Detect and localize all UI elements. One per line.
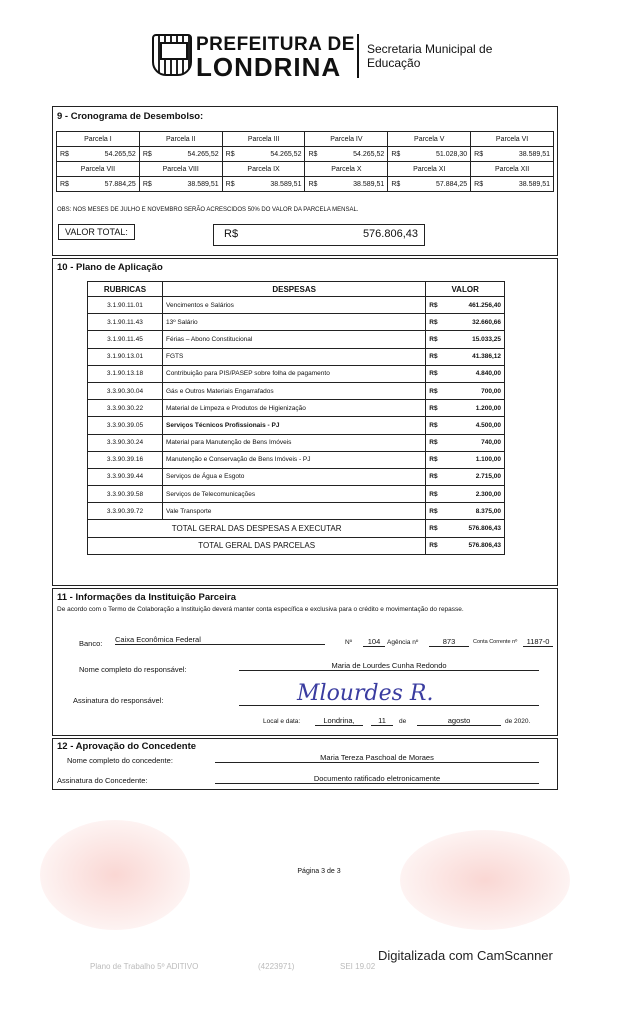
banco-label: Banco: bbox=[79, 639, 103, 648]
numero-label: Nº bbox=[345, 639, 353, 646]
valor-total-currency: R$ bbox=[224, 228, 239, 240]
conta-label: Conta Corrente nº bbox=[473, 639, 518, 645]
camscanner-watermark: Digitalizada com CamScanner bbox=[378, 948, 553, 963]
brand-line2: LONDRINA bbox=[196, 52, 342, 82]
despesa-desc: Serviços de Água e Esgoto bbox=[163, 468, 426, 485]
table-row bbox=[88, 503, 505, 520]
section-12-title: 12 - Aprovação do Concedente bbox=[57, 741, 197, 752]
concedente-assinatura-label: Assinatura do Concedente: bbox=[57, 776, 148, 785]
banco-value: Caixa Econômica Federal bbox=[115, 635, 325, 645]
rubrica-code: 3.1.90.11.43 bbox=[88, 314, 163, 331]
parcela-label: Parcela IX bbox=[222, 162, 305, 177]
parcela-label: Parcela V bbox=[388, 132, 471, 147]
parcela-label: Parcela XI bbox=[388, 162, 471, 177]
year-value: de 2020. bbox=[505, 718, 531, 725]
de-label: de bbox=[399, 718, 407, 725]
rubrica-code: 3.3.90.30.22 bbox=[88, 400, 163, 417]
responsavel-value: Maria de Lourdes Cunha Redondo bbox=[239, 661, 539, 671]
despesa-desc: 13º Salário bbox=[163, 314, 426, 331]
table-row bbox=[88, 348, 505, 365]
rubrica-code: 3.1.90.11.45 bbox=[88, 331, 163, 348]
total-parcelas-row: TOTAL GERAL DAS PARCELAS R$ 576.806,43 bbox=[88, 537, 505, 554]
rubrica-code: 3.3.90.39.05 bbox=[88, 417, 163, 434]
despesa-desc: Material de Limpeza e Produtos de Higienização bbox=[163, 400, 426, 417]
parcela-value: 38.589,51 bbox=[491, 177, 553, 192]
section-12-concedente bbox=[52, 738, 558, 790]
table-row bbox=[88, 400, 505, 417]
londrina-crest-icon bbox=[152, 34, 192, 76]
page-number: Página 3 de 3 bbox=[297, 868, 341, 875]
currency-label: R$ bbox=[426, 297, 445, 314]
table-row bbox=[88, 297, 505, 314]
despesa-value: 8.375,00 bbox=[444, 503, 504, 520]
currency-label: R$ bbox=[222, 177, 243, 192]
currency-label: R$ bbox=[426, 348, 445, 365]
table-row bbox=[88, 451, 505, 468]
parcela-value: 38.589,51 bbox=[325, 177, 387, 192]
despesa-value: 2.300,00 bbox=[444, 486, 504, 503]
table-row bbox=[88, 434, 505, 451]
footer-plan-title: Plano de Trabalho 5º ADITIVO bbox=[90, 962, 199, 971]
section-9-title: 9 - Cronograma de Desembolso: bbox=[57, 111, 204, 122]
despesa-desc: Material para Manutenção de Bens Imóveis bbox=[163, 434, 426, 451]
despesa-value: 461.256,40 bbox=[444, 297, 504, 314]
despesa-value: 4.840,00 bbox=[444, 365, 504, 382]
parcela-label: Parcela IV bbox=[305, 132, 388, 147]
plano-table bbox=[87, 281, 505, 555]
parcela-value: 38.589,51 bbox=[243, 177, 305, 192]
rubrica-code: 3.3.90.39.72 bbox=[88, 503, 163, 520]
obs-note: OBS: NOS MESES DE JULHO E NOVEMBRO SERÃO ACRESCIDOS 50% DO VALOR DA PARCELA MENSAL. bbox=[57, 207, 359, 213]
table-row bbox=[88, 314, 505, 331]
table-row bbox=[88, 417, 505, 434]
col-valor: VALOR bbox=[426, 282, 505, 297]
currency-label: R$ bbox=[426, 314, 445, 331]
local-label: Local e data: bbox=[263, 718, 301, 725]
currency-label: R$ bbox=[305, 177, 326, 192]
parcela-label: Parcela VII bbox=[57, 162, 140, 177]
parcela-value: 57.884,25 bbox=[77, 177, 139, 192]
assinatura-responsavel-label: Assinatura do responsável: bbox=[73, 696, 164, 705]
numero-value: 104 bbox=[363, 637, 385, 647]
scan-stain bbox=[40, 820, 190, 930]
valor-total-box bbox=[213, 224, 425, 246]
local-value: Londrina, bbox=[315, 716, 363, 726]
currency-label: R$ bbox=[426, 331, 445, 348]
table-row bbox=[88, 468, 505, 485]
despesa-value: 32.660,66 bbox=[444, 314, 504, 331]
rubrica-code: 3.1.90.13.18 bbox=[88, 365, 163, 382]
despesa-value: 15.033,25 bbox=[444, 331, 504, 348]
parcela-value: 54.265,52 bbox=[325, 147, 387, 162]
parcela-value: 38.589,51 bbox=[160, 177, 222, 192]
parcela-value: 54.265,52 bbox=[243, 147, 305, 162]
despesa-value: 4.500,00 bbox=[444, 417, 504, 434]
rubrica-code: 3.1.90.11.01 bbox=[88, 297, 163, 314]
despesa-value: 1.200,00 bbox=[444, 400, 504, 417]
parcela-value: 57.884,25 bbox=[408, 177, 470, 192]
despesa-desc: FGTS bbox=[163, 348, 426, 365]
currency-label: R$ bbox=[139, 147, 160, 162]
month-value: agosto bbox=[417, 716, 501, 726]
footer-sei: SEI 19.02 bbox=[340, 962, 376, 971]
section-10-plano bbox=[52, 258, 558, 586]
despesa-value: 1.100,00 bbox=[444, 451, 504, 468]
rubrica-code: 3.3.90.30.04 bbox=[88, 382, 163, 399]
section-10-title: 10 - Plano de Aplicação bbox=[57, 262, 163, 273]
parcela-value: 51.028,30 bbox=[408, 147, 470, 162]
currency-label: R$ bbox=[471, 147, 492, 162]
rubrica-code: 3.3.90.30.24 bbox=[88, 434, 163, 451]
parcela-label: Parcela III bbox=[222, 132, 305, 147]
parcela-value: 38.589,51 bbox=[491, 147, 553, 162]
despesa-value: 740,00 bbox=[444, 434, 504, 451]
currency-label: R$ bbox=[426, 486, 445, 503]
parcela-label: Parcela XII bbox=[471, 162, 554, 177]
despesa-desc: Serviços de Telecomunicações bbox=[163, 486, 426, 503]
currency-label: R$ bbox=[426, 468, 445, 485]
despesa-desc: Vale Transporte bbox=[163, 503, 426, 520]
despesa-value: 2.715,00 bbox=[444, 468, 504, 485]
table-row bbox=[88, 382, 505, 399]
valor-total-value: 576.806,43 bbox=[362, 228, 418, 240]
parcela-label: Parcela I bbox=[57, 132, 140, 147]
total-despesas-label: TOTAL GERAL DAS DESPESAS A EXECUTAR bbox=[88, 520, 426, 537]
currency-label: R$ bbox=[388, 147, 409, 162]
parcela-label: Parcela VIII bbox=[139, 162, 222, 177]
table-row bbox=[88, 331, 505, 348]
currency-label: R$ bbox=[426, 365, 445, 382]
despesa-desc: Férias – Abono Constitucional bbox=[163, 331, 426, 348]
currency-label: R$ bbox=[57, 147, 78, 162]
section-11-title: 11 - Informações da Instituição Parceira bbox=[57, 592, 236, 603]
currency-label: R$ bbox=[426, 503, 445, 520]
rubrica-code: 3.3.90.39.44 bbox=[88, 468, 163, 485]
currency-label: R$ bbox=[139, 177, 160, 192]
concedente-nome-label: Nome completo do concedente: bbox=[67, 756, 173, 765]
rubrica-code: 3.1.90.13.01 bbox=[88, 348, 163, 365]
responsavel-signature: Mlourdes R. bbox=[297, 681, 434, 706]
total-despesas-row: TOTAL GERAL DAS DESPESAS A EXECUTAR R$ 576.806,43 bbox=[88, 520, 505, 537]
despesa-desc: Manutenção e Conservação de Bens Imóveis - PJ bbox=[163, 451, 426, 468]
section-9-cronograma bbox=[52, 106, 558, 256]
parcela-label: Parcela II bbox=[139, 132, 222, 147]
total-parcelas-value: 576.806,43 bbox=[444, 537, 504, 554]
rubrica-code: 3.3.90.39.16 bbox=[88, 451, 163, 468]
currency-label: R$ bbox=[222, 147, 243, 162]
responsavel-label: Nome completo do responsável: bbox=[79, 665, 187, 674]
parcela-label: Parcela X bbox=[305, 162, 388, 177]
col-despesas: DESPESAS bbox=[163, 282, 426, 297]
parcela-value: 54.265,52 bbox=[77, 147, 139, 162]
section-11-intro: De acordo com o Termo de Colaboração a Instituição deverá manter conta específica e exclusiva para o crédito e movimentação do repasse. bbox=[57, 606, 464, 613]
currency-label: R$ bbox=[426, 382, 445, 399]
despesa-desc: Contribuição para PIS/PASEP sobre folha de pagamento bbox=[163, 365, 426, 382]
header-divider bbox=[357, 34, 359, 78]
conta-value: 1187-0 bbox=[523, 637, 553, 647]
currency-label: R$ bbox=[426, 400, 445, 417]
despesa-desc: Gás e Outros Materiais Engarrafados bbox=[163, 382, 426, 399]
concedente-nome-value: Maria Tereza Paschoal de Moraes bbox=[215, 753, 539, 763]
section-11-instituicao bbox=[52, 588, 558, 736]
agencia-label: Agência nº bbox=[387, 639, 419, 646]
table-row bbox=[88, 486, 505, 503]
despesa-desc: Vencimentos e Salários bbox=[163, 297, 426, 314]
currency-label: R$ bbox=[305, 147, 326, 162]
currency-label: R$ bbox=[426, 417, 445, 434]
currency-label: R$ bbox=[388, 177, 409, 192]
concedente-assinatura-value: Documento ratificado eletronicamente bbox=[215, 774, 539, 784]
rubrica-code: 3.3.90.39.58 bbox=[88, 486, 163, 503]
despesa-value: 700,00 bbox=[444, 382, 504, 399]
day-value: 11 bbox=[371, 716, 393, 726]
despesa-desc: Serviços Técnicos Profissionais - PJ bbox=[163, 417, 426, 434]
currency-label: R$ bbox=[426, 434, 445, 451]
cronograma-table bbox=[56, 131, 554, 192]
secretaria-name: Secretaria Municipal de Educação bbox=[367, 42, 493, 70]
total-parcelas-label: TOTAL GERAL DAS PARCELAS bbox=[88, 537, 426, 554]
agencia-value: 873 bbox=[429, 637, 469, 647]
table-row bbox=[88, 365, 505, 382]
parcela-value: 54.265,52 bbox=[160, 147, 222, 162]
currency-label: R$ bbox=[57, 177, 78, 192]
currency-label: R$ bbox=[471, 177, 492, 192]
total-despesas-value: 576.806,43 bbox=[444, 520, 504, 537]
despesa-value: 41.386,12 bbox=[444, 348, 504, 365]
parcela-label: Parcela VI bbox=[471, 132, 554, 147]
scan-stain bbox=[400, 830, 570, 930]
footer-code: (4223971) bbox=[258, 962, 295, 971]
valor-total-label: VALOR TOTAL: bbox=[58, 224, 135, 240]
brand-line1: PREFEITURA DE bbox=[196, 34, 355, 55]
currency-label: R$ bbox=[426, 451, 445, 468]
col-rubricas: RUBRICAS bbox=[88, 282, 163, 297]
